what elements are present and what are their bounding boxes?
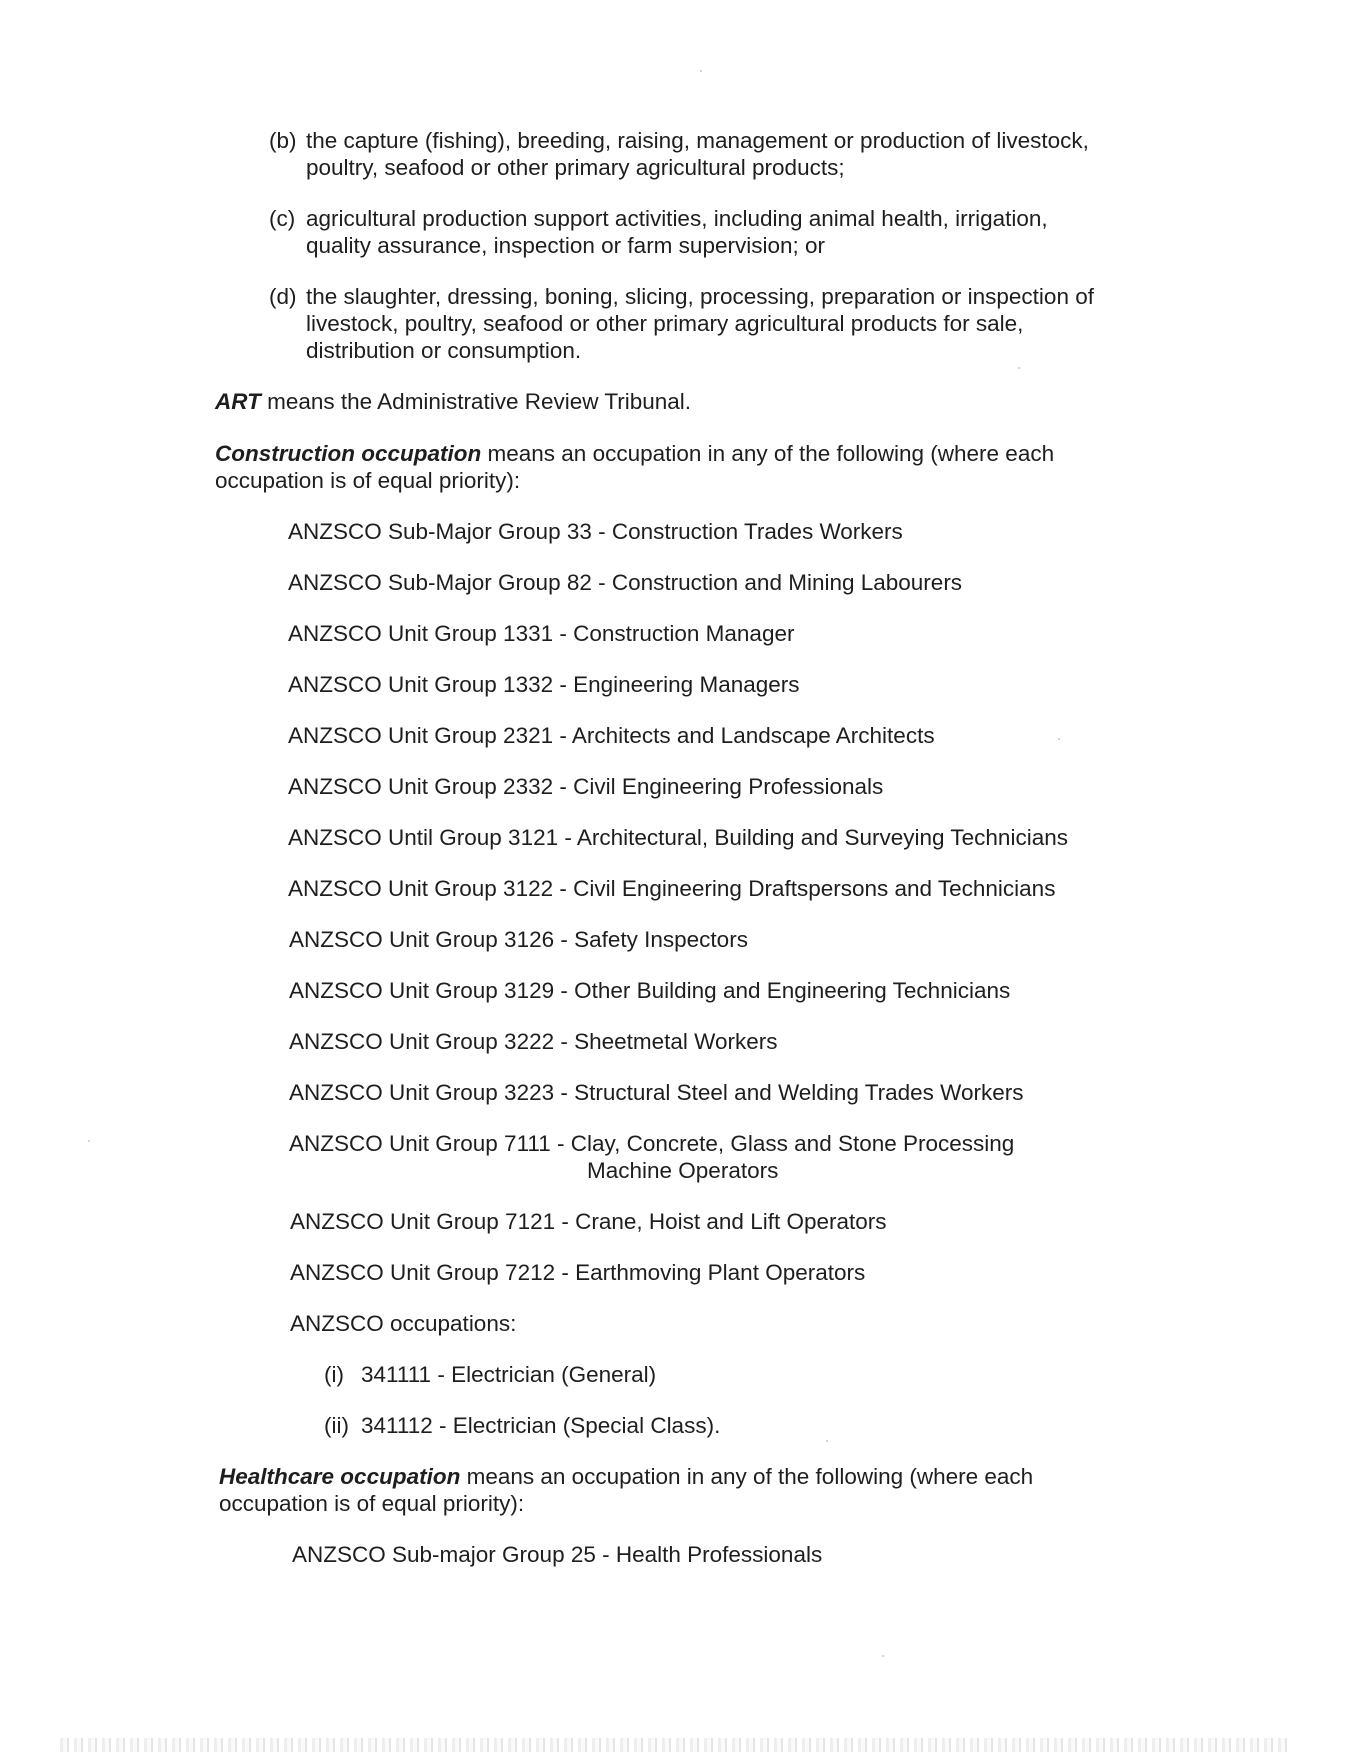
construction-group: ANZSCO Unit Group 3126 - Safety Inspectors — [289, 927, 748, 952]
item-b-line-2: poultry, seafood or other primary agricultural products; — [306, 155, 845, 180]
scan-speck — [1058, 738, 1060, 740]
healthcare-definition-line-1 — [219, 1463, 1033, 1490]
scan-speck — [882, 1655, 884, 1657]
art-term: ART — [215, 389, 261, 414]
healthcare-group: ANZSCO Sub-major Group 25 - Health Professionals — [292, 1542, 823, 1567]
scan-speck — [826, 1440, 828, 1442]
item-d-line-2: livestock, poultry, seafood or other primary agricultural products for sale, — [306, 311, 1024, 336]
construction-occupations-heading: ANZSCO occupations: — [290, 1311, 517, 1336]
construction-group: ANZSCO Unit Group 2332 - Civil Engineering Professionals — [288, 774, 884, 799]
item-c-line-1: agricultural production support activities, including animal health, irrigation, — [306, 206, 1048, 231]
occupation-i-marker: (i) — [324, 1362, 344, 1387]
item-b-marker: (b) — [269, 128, 297, 153]
construction-group-7111-line-2: Machine Operators — [587, 1158, 779, 1183]
construction-group: ANZSCO Unit Group 2321 - Architects and Landscape Architects — [288, 723, 935, 748]
item-d-line-1: the slaughter, dressing, boning, slicing, processing, preparation or inspection of — [306, 284, 1094, 309]
construction-text-1: means an occupation in any of the following (where each — [481, 441, 1055, 466]
construction-group: ANZSCO Unit Group 3222 - Sheetmetal Workers — [289, 1029, 778, 1054]
healthcare-term: Healthcare occupation — [219, 1464, 461, 1489]
construction-group: ANZSCO Unit Group 7212 - Earthmoving Plant Operators — [290, 1260, 866, 1285]
construction-group: ANZSCO Unit Group 1331 - Construction Manager — [288, 621, 795, 646]
construction-group: ANZSCO Unit Group 3122 - Civil Engineering Draftspersons and Technicians — [288, 876, 1056, 901]
construction-group: ANZSCO Sub-Major Group 82 - Construction and Mining Labourers — [288, 570, 963, 595]
item-d-line-3: distribution or consumption. — [306, 338, 582, 363]
item-c-line-2: quality assurance, inspection or farm supervision; or — [306, 233, 825, 258]
scan-speck — [700, 70, 702, 72]
item-c-marker: (c) — [269, 206, 296, 231]
construction-group-7111-line-1: ANZSCO Unit Group 7111 - Clay, Concrete, Glass and Stone Processing — [289, 1131, 1015, 1156]
occupation-ii-marker: (ii) — [324, 1413, 349, 1438]
construction-group: ANZSCO Unit Group 3129 - Other Building and Engineering Technicians — [289, 978, 1011, 1003]
healthcare-definition-line-2: occupation is of equal priority): — [219, 1491, 525, 1516]
construction-definition-line-2: occupation is of equal priority): — [215, 468, 521, 493]
construction-term: Construction occupation — [215, 441, 482, 466]
construction-definition-line-1 — [215, 440, 1054, 467]
item-b-line-1: the capture (fishing), breeding, raising, management or production of livestock, — [306, 128, 1089, 153]
art-definition — [215, 388, 691, 415]
scan-edge-noise — [60, 1738, 1290, 1752]
occupation-ii-text: 341112 - Electrician (Special Class). — [361, 1413, 721, 1438]
scan-speck — [88, 1140, 90, 1142]
healthcare-text-1: means an occupation in any of the following (where each — [460, 1464, 1034, 1489]
construction-group: ANZSCO Unit Group 1332 - Engineering Managers — [288, 672, 800, 697]
construction-group: ANZSCO Sub-Major Group 33 - Construction Trades Workers — [288, 519, 903, 544]
art-text: means the Administrative Review Tribunal. — [260, 389, 692, 414]
occupation-i-text: 341111 - Electrician (General) — [361, 1362, 657, 1387]
construction-group: ANZSCO Until Group 3121 - Architectural, Building and Surveying Technicians — [288, 825, 1068, 850]
scan-speck — [1018, 367, 1020, 369]
construction-group: ANZSCO Unit Group 3223 - Structural Steel and Welding Trades Workers — [289, 1080, 1024, 1105]
item-d-marker: (d) — [269, 284, 297, 309]
construction-group: ANZSCO Unit Group 7121 - Crane, Hoist and Lift Operators — [290, 1209, 887, 1234]
